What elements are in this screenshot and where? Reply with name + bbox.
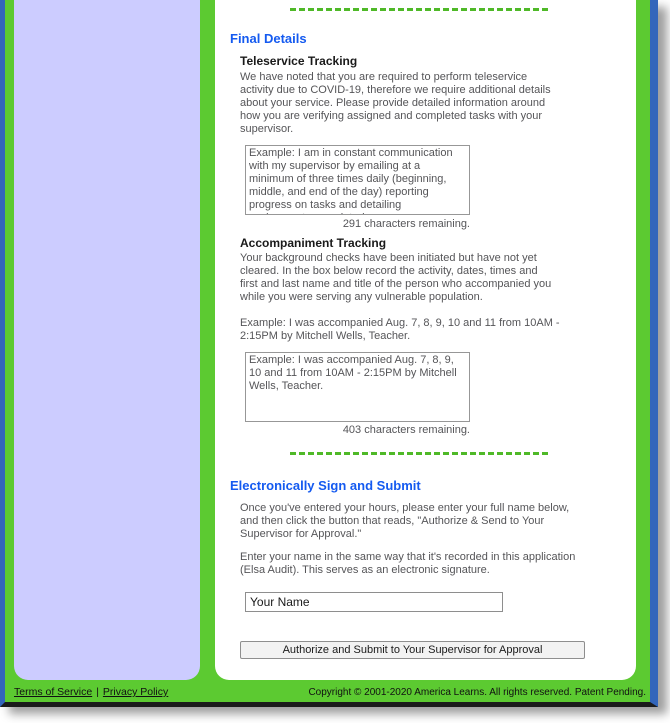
accompaniment-characters-remaining: 403 characters remaining. — [342, 424, 470, 436]
authorize-submit-button[interactable]: Authorize and Submit to Your Supervisor for Approval — [240, 641, 585, 659]
sign-submit-instructions: Once you've entered your hours, please enter your full name below, and then click the button that reads, "Authorize & Send to Your Supervisor for Approval." — [240, 502, 570, 540]
footer-links — [14, 686, 168, 698]
section-divider-sign — [290, 452, 548, 455]
footer-bar — [5, 682, 650, 702]
accompaniment-example-text: Example: I was accompanied Aug. 7, 8, 9, 10 and 11 from 10AM - 2:15PM by Mitchell Wells, Teacher. — [240, 317, 560, 342]
sign-submit-title: Electronically Sign and Submit — [230, 478, 421, 493]
copyright-text: Copyright © 2001-2020 America Learns. All rights reserved. Patent Pending. — [308, 686, 646, 698]
teleservice-textarea[interactable] — [245, 145, 470, 215]
sign-submit-signature-note: Enter your name in the same way that it's recorded in this application (Elsa Audit). This serves as an electronic signature. — [240, 551, 576, 576]
section-divider-top — [290, 8, 548, 11]
sidebar — [14, 0, 200, 680]
teleservice-characters-remaining: 291 characters remaining. — [342, 218, 470, 230]
teleservice-tracking-heading: Teleservice Tracking — [240, 54, 358, 68]
final-details-title: Final Details — [230, 31, 307, 46]
accompaniment-description: Your background checks have been initiated but have not yet cleared. In the box below record the activity, dates, times and first and last name and title of the person who accompanied you while you were serving any vulnerable population. — [240, 252, 552, 303]
privacy-policy-link[interactable]: Privacy Policy — [102, 686, 169, 698]
main-content — [215, 0, 636, 680]
accompaniment-textarea[interactable] — [245, 352, 470, 422]
your-name-input[interactable] — [245, 592, 503, 612]
accompaniment-tracking-heading: Accompaniment Tracking — [240, 236, 387, 250]
terms-of-service-link[interactable]: Terms of Service — [14, 686, 93, 698]
footer-link-separator: | — [96, 686, 99, 698]
teleservice-description: We have noted that you are required to perform teleservice activity due to COVID-19, therefore we require additional details about your service. Please provide detailed information around how you are verifying assigned and completed tasks with your supervisor. — [240, 71, 551, 135]
